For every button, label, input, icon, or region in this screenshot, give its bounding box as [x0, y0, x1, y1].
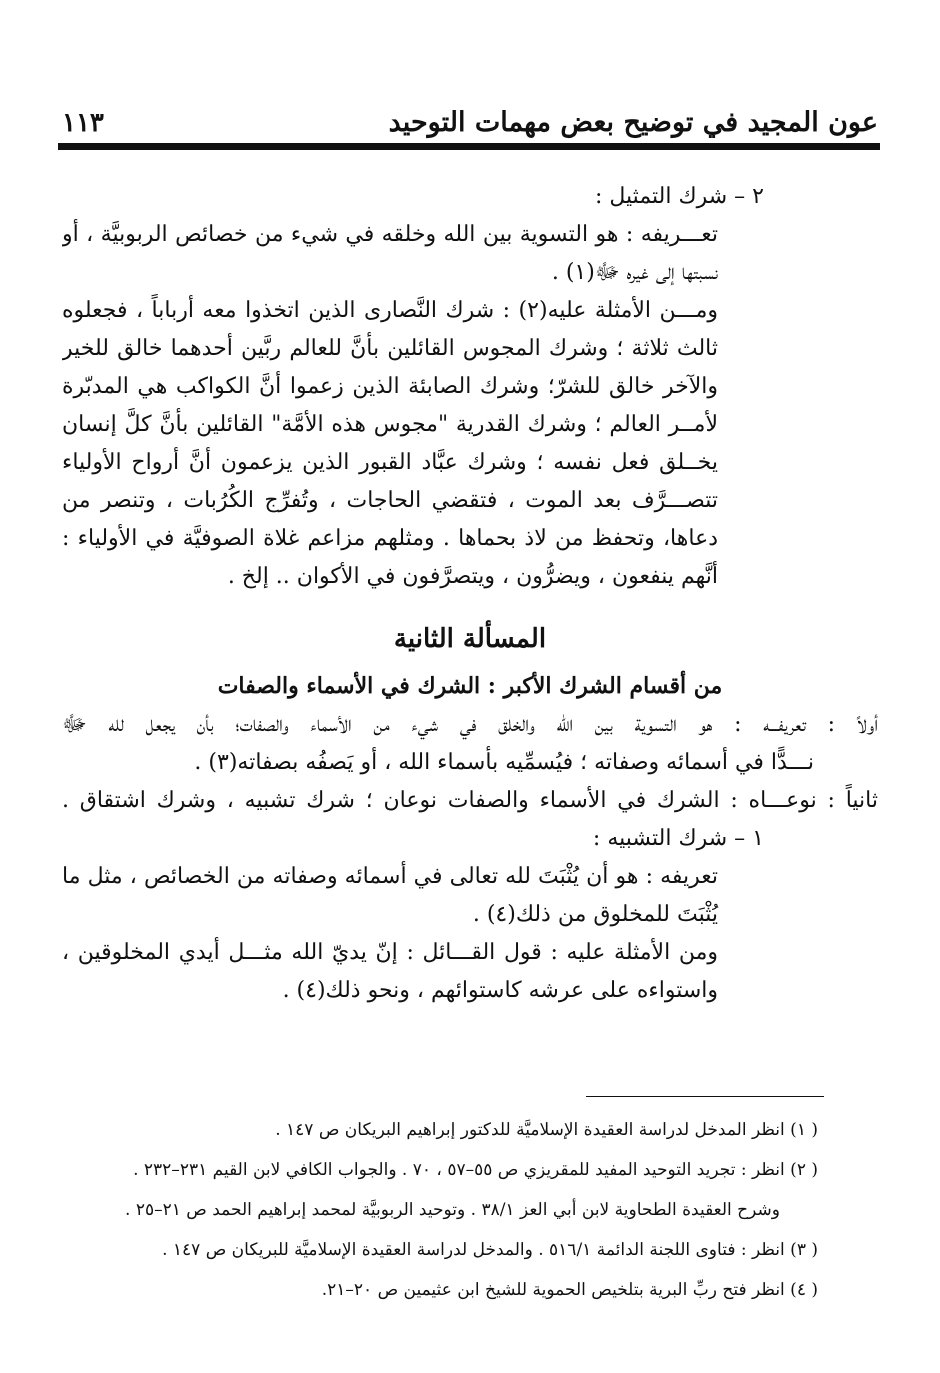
text-line: يخــلق فعل نفسه ؛ وشرك عبَّاد القبور الذين يزعمون أنَّ أرواح الأولياء: [62, 450, 718, 475]
text-line: ومـــن الأمثلة عليه(٢) : شرك النَّصارى الذين اتخذوا معه أرباباً ، فجعلوه: [62, 298, 719, 323]
text-line: والآخر خالق للشرّ؛ وشرك الصابئة الذين زعموا أنَّ الكواكب هي المدبّرة: [62, 374, 718, 399]
text-line: تعـــريفه : هو التسوية بين الله وخلقه في شيء من خصائص الربوبيَّة ، أو: [62, 222, 718, 247]
section-subheading: من أقسام الشرك الأكبر : الشرك في الأسماء والصفات: [217, 673, 723, 699]
text-line: أولاً : تعريفـــه : هو التسوية بين الله والخلق في شيء من الأسماء والصفات؛ بأن يجعل لله ﷻ: [62, 712, 878, 737]
footnote-3: ( ٣) انظر : فتاوى اللجنة الدائمة ٥١٦/١ . والمدخل لدراسة العقيدة الإسلاميَّة للبريكان ص ١٤٧ .: [162, 1240, 818, 1260]
page-header: [62, 92, 878, 138]
footnote-2-continued: وشرح العقيدة الطحاوية لابن أبي العز ٣٨/١ . وتوحيد الربوبيَّة لمحمد إبراهيم الحمد ص ٢١–٢٥ .: [125, 1200, 780, 1220]
footnote-1: ( ١) انظر المدخل لدراسة العقيدة الإسلاميَّة للدكتور إبراهيم البريكان ص ١٤٧ .: [275, 1120, 818, 1140]
text-line: أنَّهم ينفعون ، ويضرُّون ، ويتصرَّفون في الأكوان .. إلخ .: [227, 564, 718, 589]
text-line: ومن الأمثلة عليه : قول القـــائل : إنّ يديّ الله مثـــل أيدي المخلوقين ،: [62, 940, 718, 965]
footnote-separator: [586, 1096, 824, 1097]
main-text: [62, 178, 878, 1010]
text-line: يُثْبَتَ للمخلوق من ذلك(٤) .: [472, 902, 718, 927]
text-line: ثالث ثلاثة ؛ وشرك المجوس القائلين بأنَّ للعالم ربَّين أحدهما خالق للخير: [62, 336, 718, 361]
text-line: تعريفه : هو أن يُثْبَتَ لله تعالى في أسمائه وصفاته من الخصائص ، مثل ما: [62, 864, 718, 889]
text-line: نسبتها إلى غيره ﷻ(١) .: [551, 260, 718, 285]
text-line: ثانياً : نوعـــاه : الشرك في الأسماء والصفات نوعان ؛ شرك تشبيه ، وشرك اشتقاق .: [62, 788, 878, 813]
page-number: ١١٣: [62, 108, 104, 138]
text-line: نـــدًّا في أسمائه وصفاته ؛ فيُسمِّيه بأسماء الله ، أو يَصفُه بصفاته(٣) .: [194, 750, 814, 775]
running-title: عون المجيد في توضيح بعض مهمات التوحيد: [388, 107, 878, 138]
footnotes: [62, 1110, 818, 1310]
text-line: لأمــر العالم ؛ وشرك القدرية "مجوس هذه الأمَّة" القائلين بأنَّ كلَّ إنسان: [62, 412, 718, 437]
section-heading: المسألة الثانية: [393, 624, 547, 654]
footnote-4: ( ٤) انظر فتح ربِّ البرية بتلخيص الحموية للشيخ ابن عثيمين ص ٢٠–٢١.: [321, 1280, 818, 1300]
section-title-tamthil: ٢ – شرك التمثيل :: [594, 184, 764, 209]
footnote-2: ( ٢) انظر : تجريد التوحيد المفيد للمقريزي ص ٥٥–٥٧ ، ٧٠ . والجواب الكافي لابن القيم ٢٣١–٢٣٢ .: [133, 1160, 818, 1180]
subsection-title-tashbih: ١ – شرك التشبيه :: [592, 826, 764, 851]
text-line: دعاها، وتحفظ من لاذ بحماها . ومثلهم مزاعم غلاة الصوفيَّة في الأولياء :: [62, 526, 718, 551]
header-rule: [58, 143, 880, 150]
text-line: واستواءه على عرشه كاستوائهم ، ونحو ذلك(٤) .: [282, 978, 718, 1003]
text-line: تتصـــرَّف بعد الموت ، فتقضي الحاجات ، وتُفرِّج الكُرُبات ، وتنصر من: [62, 488, 718, 513]
